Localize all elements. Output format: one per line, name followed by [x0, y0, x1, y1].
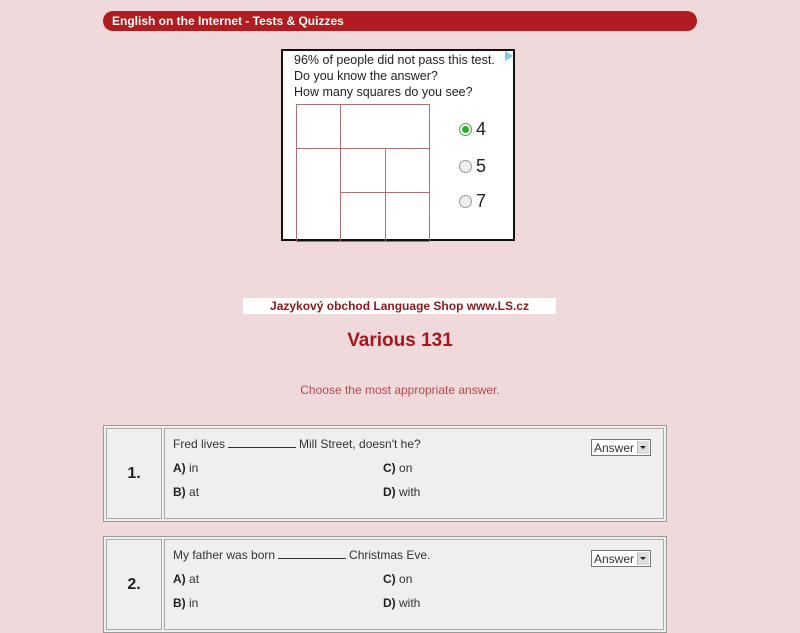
ad-line-3: How many squares do you see? [294, 85, 473, 99]
radio-icon [459, 195, 472, 208]
site-title: English on the Internet - Tests & Quizzes [112, 14, 344, 28]
choice-b: B) at [173, 485, 200, 499]
page-title: Various 131 [347, 330, 453, 351]
answer-select[interactable]: Answer [591, 550, 651, 567]
question-2 [103, 536, 667, 633]
choice-d: D) with [383, 596, 421, 610]
language-shop-link[interactable]: Jazykový obchod Language Shop www.LS.cz [243, 298, 556, 314]
question-body [164, 428, 664, 519]
chevron-down-icon [637, 441, 649, 454]
choice-a: A) in [173, 461, 199, 475]
adchoices-icon[interactable] [505, 51, 513, 61]
question-number: 1. [106, 428, 162, 519]
choice-b: B) in [173, 596, 199, 610]
question-body [164, 539, 664, 630]
chevron-down-icon [637, 552, 649, 565]
answer-blank [228, 437, 296, 448]
ad-option-4[interactable]: 4 [459, 119, 486, 140]
advertisement[interactable] [281, 49, 515, 241]
radio-icon [459, 160, 472, 173]
instruction-text: Choose the most appropriate answer. [300, 383, 500, 397]
answer-blank [278, 548, 346, 559]
radio-selected-icon [459, 123, 472, 136]
choice-c: C) on [383, 572, 413, 586]
question-stem: Fred lives Mill Street, doesn't he? [173, 437, 421, 451]
question-1 [103, 425, 667, 522]
question-stem: My father was born Christmas Eve. [173, 548, 431, 562]
ad-option-5[interactable]: 5 [459, 156, 486, 177]
choice-a: A) at [173, 572, 200, 586]
choice-d: D) with [383, 485, 421, 499]
ad-option-7[interactable]: 7 [459, 191, 486, 212]
answer-select[interactable]: Answer [591, 439, 651, 456]
choice-c: C) on [383, 461, 413, 475]
ad-line-1: 96% of people did not pass this test. [294, 53, 495, 67]
site-header-bar [103, 11, 697, 31]
ad-line-2: Do you know the answer? [294, 69, 438, 83]
question-number: 2. [106, 539, 162, 630]
